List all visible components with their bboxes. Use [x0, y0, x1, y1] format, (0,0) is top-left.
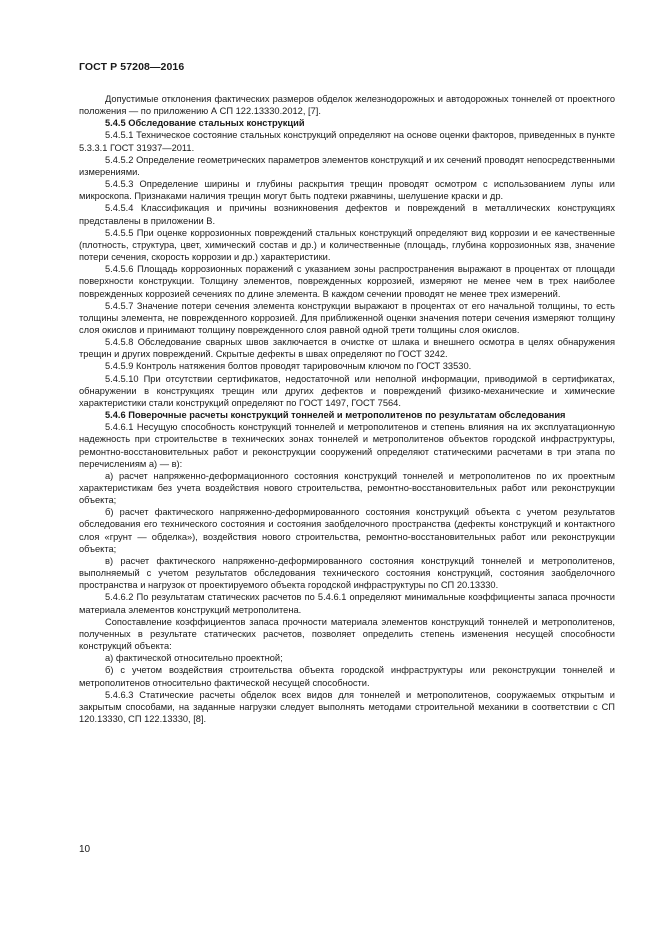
page-header: ГОСТ Р 57208—2016 — [79, 61, 185, 73]
paragraph: а) расчет напряженно-деформационного состояния конструкций тоннелей и метрополитенов по их проектным характеристикам без учета воздействия нового строительства, ремонтно-восстановительных работ или реконструкции объекта; — [79, 470, 615, 506]
paragraph: Сопоставление коэффициентов запаса прочности материала элементов конструкций тоннелей и метрополитенов, полученных в результате статических расчетов, позволяет определить степень изменения несущей способности конструкций объекта: — [79, 616, 615, 652]
document-body — [79, 93, 615, 725]
paragraph: 5.4.5.10 При отсутствии сертификатов, недостаточной или неполной информации, приводимой в сертификатах, обнаружении в конструкциях трещин или других дефектов и повреждений физико-механические и химические характеристики стали конструкций определяют по ГОСТ 1497, ГОСТ 7564. — [79, 373, 615, 408]
paragraph: 5.4.6.1 Несущую способность конструкций тоннелей и метрополитенов и степень влияния на их эксплуатационную надежность при строительстве в технических зонах тоннелей и метрополитенов объектов городской инфраструктуры, ремонтно-восстановительных работ и реконструкции сооружений определяют статическими расчетами в три этапа по перечислениям а) — в): — [79, 422, 615, 469]
paragraph: 5.4.5.8 Обследование сварных швов заключается в очистке от шлака и внешнего осмотра в целях обнаружения трещин и других повреждений. Скрытые дефекты в швах определяют по ГОСТ 3242. — [79, 337, 615, 360]
paragraph: б) расчет фактического напряженно-деформированного состояния конструкций объекта с учетом результатов обследования его технического состояния и состояния заобделочного пространства (дефекты конструкций и контактного слоя «грунт — обделка»), воздействия нового строительства, ремонтно-восстановительных работ или реконструкции объекта; — [79, 507, 615, 554]
paragraph: 5.4.5.6 Площадь коррозионных поражений с указанием зоны распространения выражают в процентах от площади поверхности конструкции. Толщину элементов, поврежденных коррозией, измеряют не менее чем в трех наиболее поврежденных коррозией сечениях по длине элемента. В каждом сечении проводят не менее трех измерений. — [79, 264, 615, 299]
paragraph: а) фактической относительно проектной; — [105, 653, 283, 664]
paragraph: 5.4.6.3 Статические расчеты обделок всех видов для тоннелей и метрополитенов, сооружаемых открытым и закрытым способами, на заданные нагрузки следует выполнять методами строительной механики в соответствии с СП 120.13330, СП 122.13330, [8]. — [79, 689, 615, 724]
paragraph: б) с учетом воздействия строительства объекта городской инфраструктуры или реконструкции тоннелей и метрополитенов относительно фактической несущей способности. — [79, 665, 615, 688]
paragraph: в) расчет фактического напряженно-деформированного состояния конструкций тоннелей и метрополитенов, выполняемый с учетом результатов обследования технического состояния конструкций, состояния заобделочного пространства и нагрузок от проектируемого объекта городской инфраструктуры по СП 20.13330. — [79, 555, 615, 591]
paragraph: 5.4.5.2 Определение геометрических параметров элементов конструкций и их сечений проводят непосредственными измерениями. — [79, 154, 615, 177]
paragraph: 5.4.5.9 Контроль натяжения болтов проводят тарировочным ключом по ГОСТ 33530. — [105, 361, 472, 372]
paragraph: 5.4.5.1 Техническое состояние стальных конструкций определяют на основе оценки факторов, приведенных в пункте 5.3.3.1 ГОСТ 31937—2011. — [79, 130, 615, 153]
paragraph: 5.4.5.7 Значение потери сечения элемента конструкции выражают в процентах от его начальной толщины, то есть толщины элемента, не поврежденного коррозией. Для приближенной оценки значения потери сечения измеряют толщину слоя окислов и принимают толщину поврежденного слоя равной одной трети толщины слоя окислов. — [79, 300, 615, 335]
section-heading: 5.4.5 Обследование стальных конструкций — [105, 118, 305, 129]
section-heading: 5.4.6 Поверочные расчеты конструкций тоннелей и метрополитенов по результатам обследования — [105, 410, 566, 421]
paragraph: 5.4.5.5 При оценке коррозионных повреждений стальных конструкций определяют вид коррозии и ее качественные (плотность, структура, цвет, химический состав и др.) и количественные (площадь, глубина коррозионных язв, значение потери сечения, скорость коррозии и др.) характеристики. — [79, 227, 615, 263]
paragraph: 5.4.5.4 Классификация и причины возникновения дефектов и повреждений в металлических конструкциях представлены в приложении В. — [79, 203, 615, 226]
page-number: 10 — [79, 844, 91, 855]
paragraph: Допустимые отклонения фактических размеров обделок железнодорожных и автодорожных тоннелей от проектного положения — по приложению А СП 122.13330.2012, [7]. — [79, 94, 615, 117]
paragraph: 5.4.5.3 Определение ширины и глубины раскрытия трещин проводят осмотром с использованием лупы или микроскопа. Признаками наличия трещин могут быть подтеки ржавчины, шелушение краски и др. — [79, 179, 615, 202]
paragraph: 5.4.6.2 По результатам статических расчетов по 5.4.6.1 определяют минимальные коэффициенты запаса прочности материала элементов конструкций метрополитена. — [79, 592, 615, 615]
